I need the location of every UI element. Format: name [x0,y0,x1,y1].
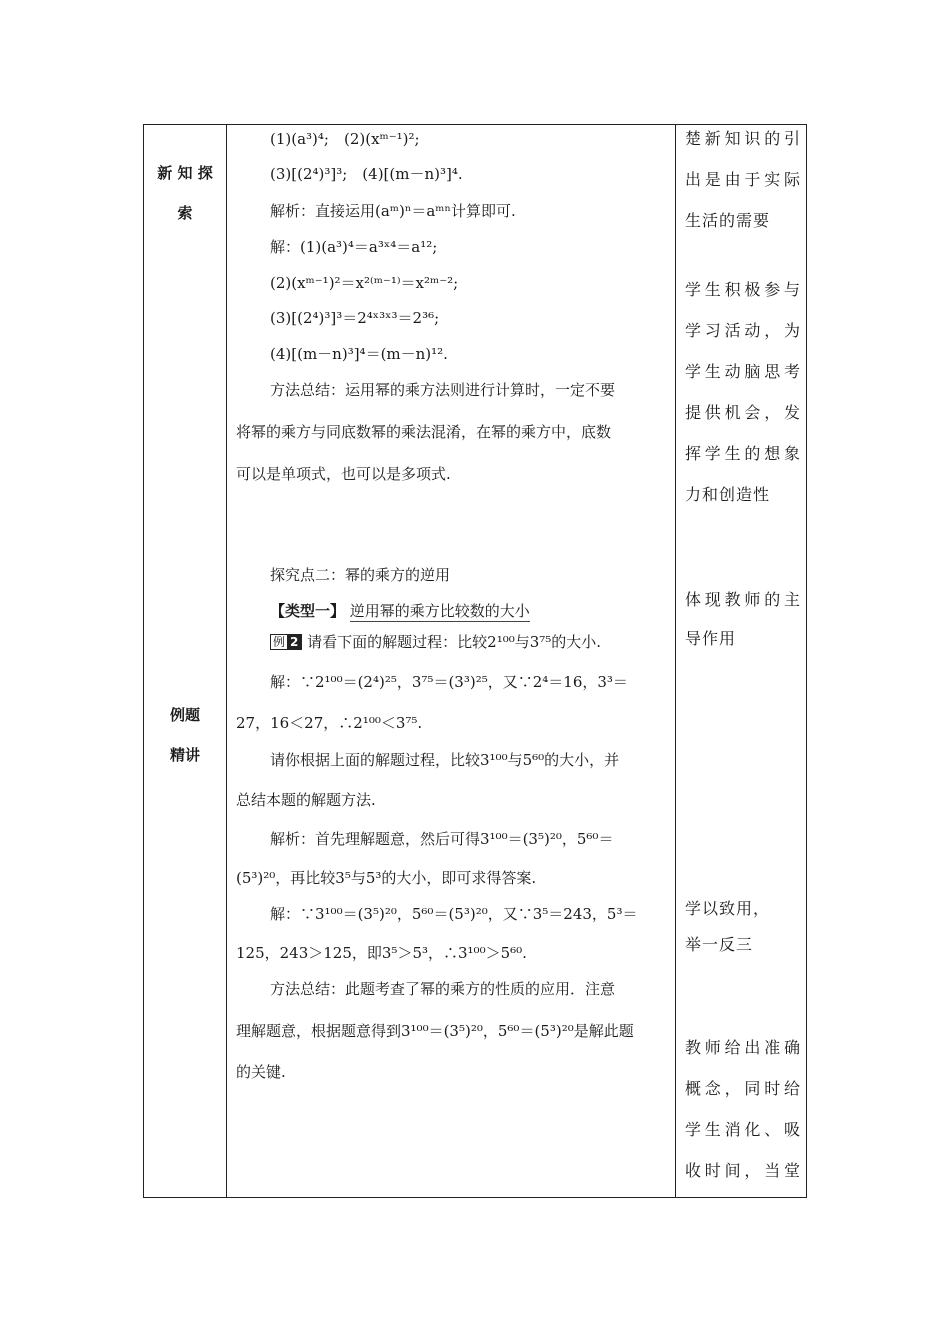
note-line: 学生消化、吸 [685,1120,801,1139]
question-line: 总结本题的解题方法. [236,791,376,809]
section-label-line: 例题 [169,706,200,724]
note-line: 收时间，当堂 [685,1161,801,1180]
analysis-line: 解析：直接运用(aᵐ)ⁿ＝aᵐⁿ计算即可. [270,202,516,220]
section-label-line: 索 [177,204,193,222]
note-line: 学习活动，为 [685,321,801,340]
note-line: 学生积极参与 [685,280,801,299]
solution-line: (3)[(2⁴)³]³＝2⁴ˣ³ˣ³＝2³⁶; [270,309,440,327]
note-line: 体现教师的主 [685,590,801,609]
note-line: 出是由于实际 [685,170,801,189]
note-line: 举一反三 [685,935,754,954]
example-text: 请看下面的解题过程：比较2¹⁰⁰与3⁷⁵的大小. [307,633,602,651]
note-line: 教师给出准确 [685,1038,801,1057]
analysis-line: 解析：首先理解题意，然后可得3¹⁰⁰＝(3⁵)²⁰，5⁶⁰＝ [270,830,614,848]
note-line: 学以致用， [685,899,771,918]
solution-line: 解：∵2¹⁰⁰＝(2⁴)²⁵，3⁷⁵＝(3³)²⁵，又∵2⁴＝16，3³＝ [270,673,628,691]
solution-line: 解：(1)(a³)⁴＝a³ˣ⁴＝a¹²; [270,238,438,256]
section-label-line: 新 知 探 [157,164,213,182]
exercise-line: (3)[(2⁴)³]³; (4)[(m－n)³]⁴. [270,165,463,183]
note-line: 挥学生的想象 [685,444,801,463]
section-label-new-knowledge [144,153,226,233]
note-line: 概念，同时给 [685,1079,801,1098]
column-divider-right [675,125,676,1197]
method-summary-line: 将幂的乘方与同底数幂的乘法混淆，在幂的乘方中，底数 [236,423,612,441]
type-tag: 【类型一】 [270,602,346,620]
type-title: 逆用幂的乘方比较数的大小 [349,602,530,620]
solution-line: (2)(xᵐ⁻¹)²＝x²⁽ᵐ⁻¹⁾＝x²ᵐ⁻²; [270,274,459,292]
note-line: 力和创造性 [685,485,771,504]
example-line [270,630,601,654]
type-heading [270,599,530,623]
section-heading: 探究点二：幂的乘方的逆用 [270,566,451,584]
note-line: 学生动脑思考 [685,362,801,381]
method-summary-line: 可以是单项式，也可以是多项式. [236,465,451,483]
note-line: 楚新知识的引 [685,129,801,148]
section-label-line: 精讲 [169,746,200,764]
solution-line: 解：∵3¹⁰⁰＝(3⁵)²⁰，5⁶⁰＝(5³)²⁰，又∵3⁵＝243，5³＝ [270,905,638,923]
note-line: 生活的需要 [685,211,771,230]
section-label-examples [144,695,226,775]
question-line: 请你根据上面的解题过程，比较3¹⁰⁰与5⁶⁰的大小，并 [270,751,620,769]
method-summary-line: 理解题意，根据题意得到3¹⁰⁰＝(3⁵)²⁰，5⁶⁰＝(5³)²⁰是解此题 [236,1022,634,1040]
solution-line: 125，243＞125，即3⁵＞5³，∴3¹⁰⁰＞5⁶⁰. [236,944,527,962]
method-summary-line: 方法总结：此题考查了幂的乘方的性质的应用．注意 [270,980,616,998]
example-badge-icon: 例 2 [270,634,302,650]
method-summary-line: 的关键. [236,1063,286,1081]
solution-line: (4)[(m－n)³]⁴＝(m－n)¹². [270,345,448,363]
method-summary-line: 方法总结：运用幂的乘方法则进行计算时，一定不要 [270,381,616,399]
lesson-table [143,124,807,1198]
note-line: 提供机会，发 [685,403,801,422]
solution-line: 27，16＜27，∴2¹⁰⁰＜3⁷⁵. [236,714,423,732]
note-line: 导作用 [685,629,737,648]
column-divider-left [226,125,227,1197]
analysis-line: (5³)²⁰，再比较3⁵与5³的大小，即可求得答案. [236,869,537,887]
exercise-line: (1)(a³)⁴; (2)(xᵐ⁻¹)²; [270,130,420,148]
